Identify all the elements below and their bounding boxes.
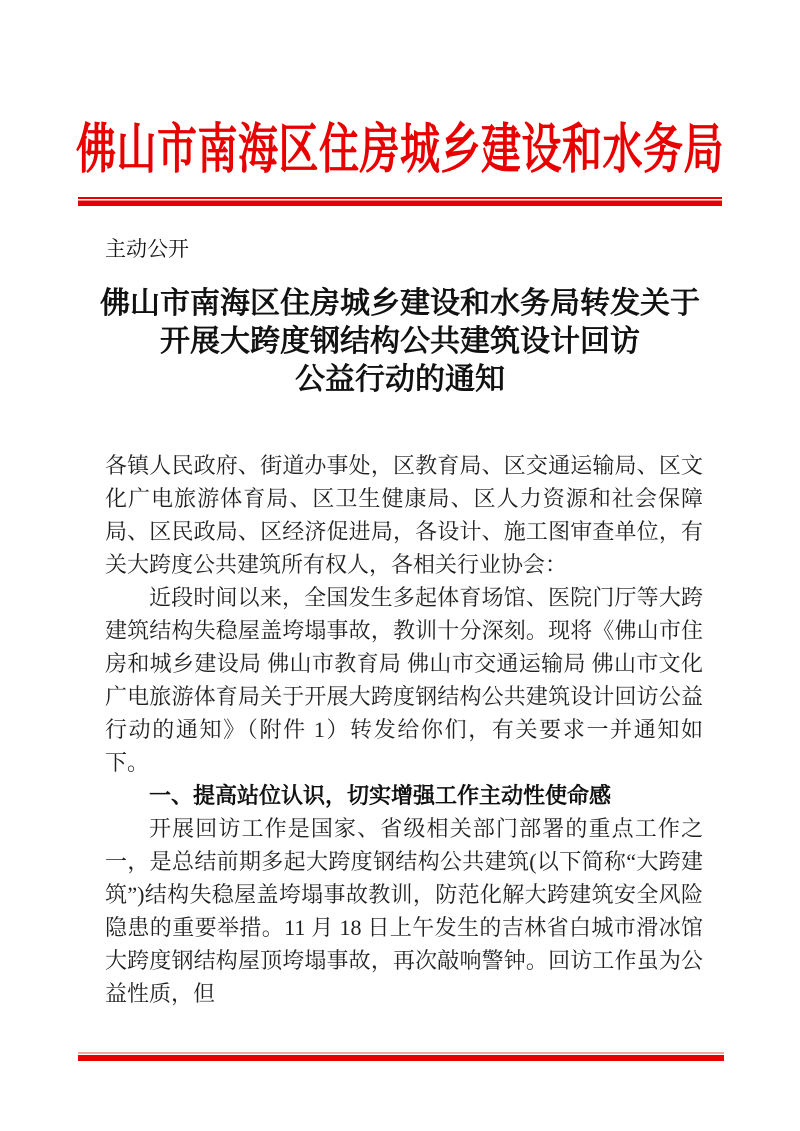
section-1-paragraph: 开展回访工作是国家、省级相关部门部署的重点工作之一，是总结前期多起大跨度钢结构公共建筑(以下简称“大跨建筑”)结构失稳屋盖垮塌事故教训，防范化解大跨建筑安全风险隐患的重要举措。11 月 18 日上午发生的吉林省白城市滑冰馆大跨度钢结构屋顶垮塌事故，再次敲响警钟。回访工作虽为公益性质，但 [105,816,703,1006]
document-title-line-3: 公益行动的通知 [295,363,505,396]
agency-masthead: 佛山市南海区住房城乡建设和水务局 [76,118,724,180]
document-title-line-1: 佛山市南海区住房城乡建设和水务局转发关于 [100,287,700,320]
disclosure-label: 主动公开 [105,238,189,261]
section-1-heading: 一、提高站位认识，切实增强工作主动性使命感 [149,783,612,808]
footer-rule [78,1052,724,1061]
document-title [50,285,750,399]
recipients-paragraph: 各镇人民政府、街道办事处，区教育局、区交通运输局、区文化广电旅游体育局、区卫生健康局、区人力资源和社会保障局、区民政局、区经济促进局，各设计、施工图审查单位，有关大跨度公共建筑所有权人，各相关行业协会： [105,453,703,577]
document-body [105,449,703,1010]
intro-paragraph: 近段时间以来，全国发生多起体育场馆、医院门厅等大跨建筑结构失稳屋盖垮塌事故，教训十分深刻。现将《佛山市住房和城乡建设局 佛山市教育局 佛山市交通运输局 佛山市文化广电旅游体育局关于开展大跨度钢结构公共建筑设计回访公益行动的通知》（附件 1）转发给你们，有关要求一并通知如下。 [105,585,703,775]
masthead-rule [78,197,722,206]
document-title-line-2: 开展大跨度钢结构公共建筑设计回访 [160,325,640,358]
